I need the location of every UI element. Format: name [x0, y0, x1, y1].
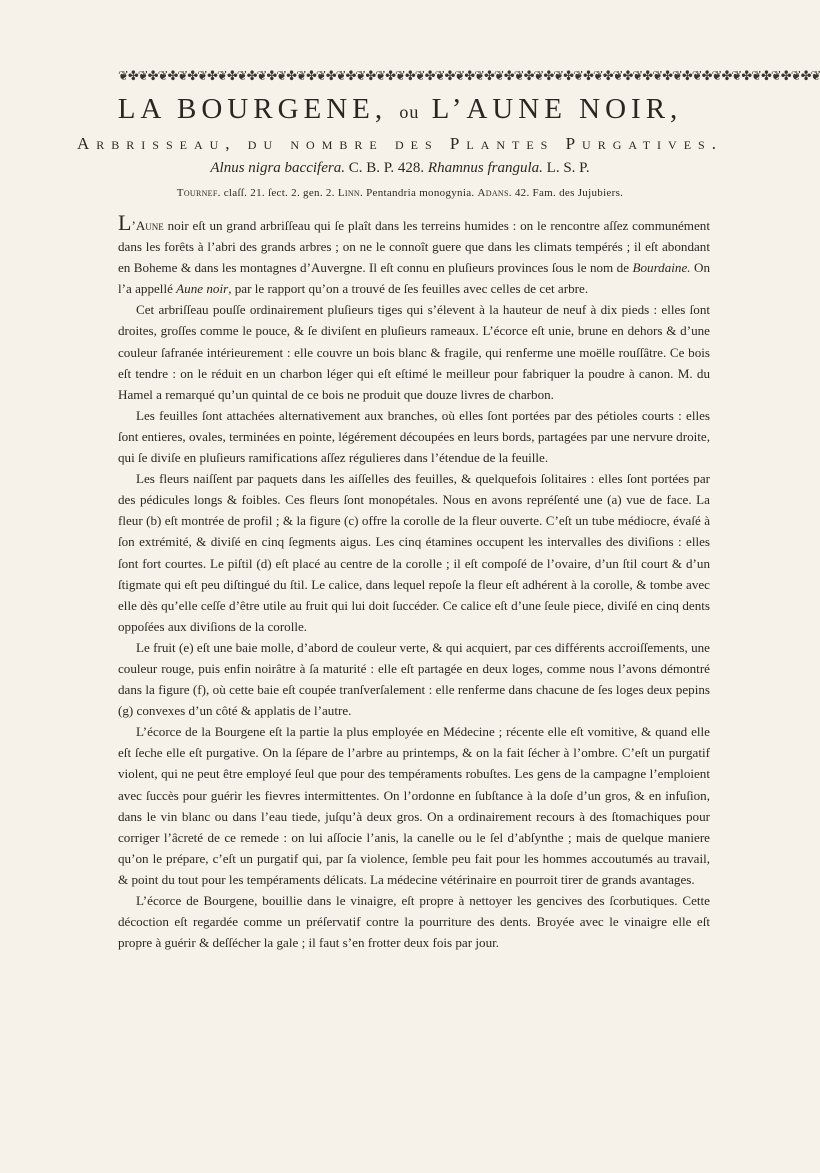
paragraph-1-text-a: noir eſt un grand arbriſſeau qui ſe plaît dans les terreins humides : on le rencontre aſſez communément dans les forêts à l’abri des grands arbres ; on ne le connoît guere que dans les climats tempérés ; il eſt abondant en Boheme & dans les montagnes d’Auvergne. Il eſt connu en pluſieurs provinces ſous le nom de	[118, 218, 710, 276]
linnaeus-label: Linn.	[337, 187, 364, 199]
article-body	[118, 210, 710, 953]
paragraph-4: Les fleurs naiſſent par paquets dans les aiſſelles des feuilles, & quelquefois ſolitaires : elles ſont portées par des pédicules longs & foibles. Ces fleurs ſont monopétales. Nous en avons repréſenté une (a) vue de face. La fleur (b) eſt montrée de profil ; & la figure (c) offre la corolle de la fleur ouverte. C’eſt un tube médiocre, évaſé à ſon extrémité, & diviſé en cinq ſegments aigus. Les cinq étamines occupent les intervalles des diviſions : elles ſont fort courtes. Le piſtil (d) eſt placé au centre de la corolle ; il eſt compoſé de l’ovaire, d’un ſtil court & d’un ſtigmate qui eſt peu diſtingué du ſtil. Le calice, dans lequel repoſe la fleur eſt adhérent à la corolle, & tombe avec elle dès qu’elle ceſſe d’être utile au fruit qui lui doit ſuccéder. Ce calice eſt d’une ſeule piece, diviſé en cinq dents oppoſées aux diviſions de la corolle.	[118, 471, 710, 634]
linnaeus-ref: Pentandria monogynia.	[366, 187, 475, 199]
paragraph-7: L’écorce de Bourgene, bouillie dans le vinaigre, eſt propre à nettoyer les gencives des ſcorbutiques. Cette décoction eſt regardée comme un préſervatif contre la pourriture des dents. Broyée avec le vinaigre elle eſt propre à guérir & deſſécher la gale ; il faut s’en frotter deux fois par jour.	[118, 893, 710, 951]
paragraph-2: Cet arbriſſeau pouſſe ordinairement pluſieurs tiges qui s’élevent à la hauteur de neuf à dix pieds : elles ſont droites, groſſes comme le pouce, & ſe diviſent en pluſieurs rameaux. L’écorce eſt unie, brune en dehors & d’une couleur ſafranée intérieurement : elle couvre un bois blanc & fragile, qui renferme une moëlle rouſſâtre. Ce bois eſt tendre : on le réduit en un charbon léger qui eſt eſtimé le meilleur pour fabriquer la poudre à canon. M. du Hamel a remarqué qu’un quintal de ce bois ne produit que douze livres de charbon.	[118, 302, 710, 402]
term-aune-noir: Aune noir	[176, 281, 229, 297]
paragraph-5: Le fruit (e) eſt une baie molle, d’abord de couleur verte, & qui acquiert, par ces différents accroiſſements, une couleur rouge, puis enfin noirâtre à ſa maturité : elle eſt partagée en deux loges, comme nous l’avons démontré dans la figure (f), où cette baie eſt coupée tranſverſalement : elle renferme dans chacune de ſes loges deux pepins (g) convexes d’un côté & applatis de l’autre.	[118, 639, 710, 719]
tournefort-ref: claſſ. 21. ſect. 2. gen. 2.	[223, 187, 335, 199]
title-part-2: L’AUNE NOIR,	[431, 93, 683, 125]
term-bourdaine: Bourdaine.	[632, 260, 691, 276]
title-ou: ou	[399, 102, 420, 122]
paragraph-1-text-c: , par le rapport qu’on a trouvé de ſes feuilles avec celles de cet arbre.	[228, 281, 589, 297]
page-subtitle: Arbrisseau, du nombre des Plantes Purgatives.	[77, 134, 723, 153]
adanson-ref: 42. Fam. des Jujubiers.	[514, 187, 624, 199]
latin-name-2: Rhamnus frangula.	[427, 160, 543, 176]
drop-cap-word: ’Aune	[131, 218, 164, 233]
title-part-1: LA BOURGENE,	[117, 93, 388, 125]
latin-name: Alnus nigra baccifera.	[210, 160, 345, 176]
decorative-header-band: ❦✤❦✤❦✤❦✤❦✤❦✤❦✤❦✤❦✤❦✤❦✤❦✤❦✤❦✤❦✤❦✤❦✤❦✤❦✤❦✤❦✤❦✤❦✤❦✤❦✤❦✤❦✤❦✤❦✤❦✤❦✤❦✤❦✤❦✤❦✤❦	[118, 68, 820, 83]
reference-cbp: C. B. P. 428.	[348, 160, 425, 176]
paragraph-6: L’écorce de la Bourgene eſt la partie la plus employée en Médecine ; récente elle eſt vomitive, & quand elle eſt ſeche elle eſt purgative. On la ſépare de l’arbre au printemps, & on la fait ſécher à l’ombre. C’eſt un purgatif violent, qui ne peut être employé ſeul que pour des tempéraments robuſtes. Les gens de la campagne l’emploient avec ſuccès pour guérir les fievres intermittentes. On l’ordonne en ſubſtance à la doſe d’un gros, & en infuſion, dans le vin blanc ou dans l’eau tiede, juſqu’à deux gros. On a ordinairement recours à des ſtomachiques pour corriger l’âcreté de ce remede : on lui aſſocie l’anis, la canelle ou le ſel d’abſynthe ; mais de quelque maniere qu’on le prépare, c’eſt un purgatif qui, par ſa violence, ſemble peu fait pour les hommes accoutumés au travail, & point du tout pour les tempéraments délicats. La médecine vétérinaire en pourroit tirer de grands avantages.	[118, 724, 710, 887]
latin-synonym-line	[0, 158, 800, 178]
paragraph-1-text-b: On l’a appellé	[118, 260, 710, 297]
adanson-label: Adans.	[477, 187, 512, 199]
paragraph-1	[118, 210, 710, 299]
page-title	[0, 92, 800, 129]
paragraph-3: Les feuilles ſont attachées alternativement aux branches, où elles ſont portées par des pétioles courts : elles ſont entieres, ovales, terminées en pointe, légérement découpées en leurs bords, partagées par une nervure droite, qui ſe diviſe en pluſieurs ramifications aſſez régulieres dans l’étendue de la feuille.	[118, 407, 710, 466]
classification-line	[0, 185, 800, 201]
reference-lsp: L. S. P.	[546, 160, 590, 176]
drop-cap: L	[118, 210, 132, 235]
tournefort-label: Tournef.	[176, 187, 221, 199]
